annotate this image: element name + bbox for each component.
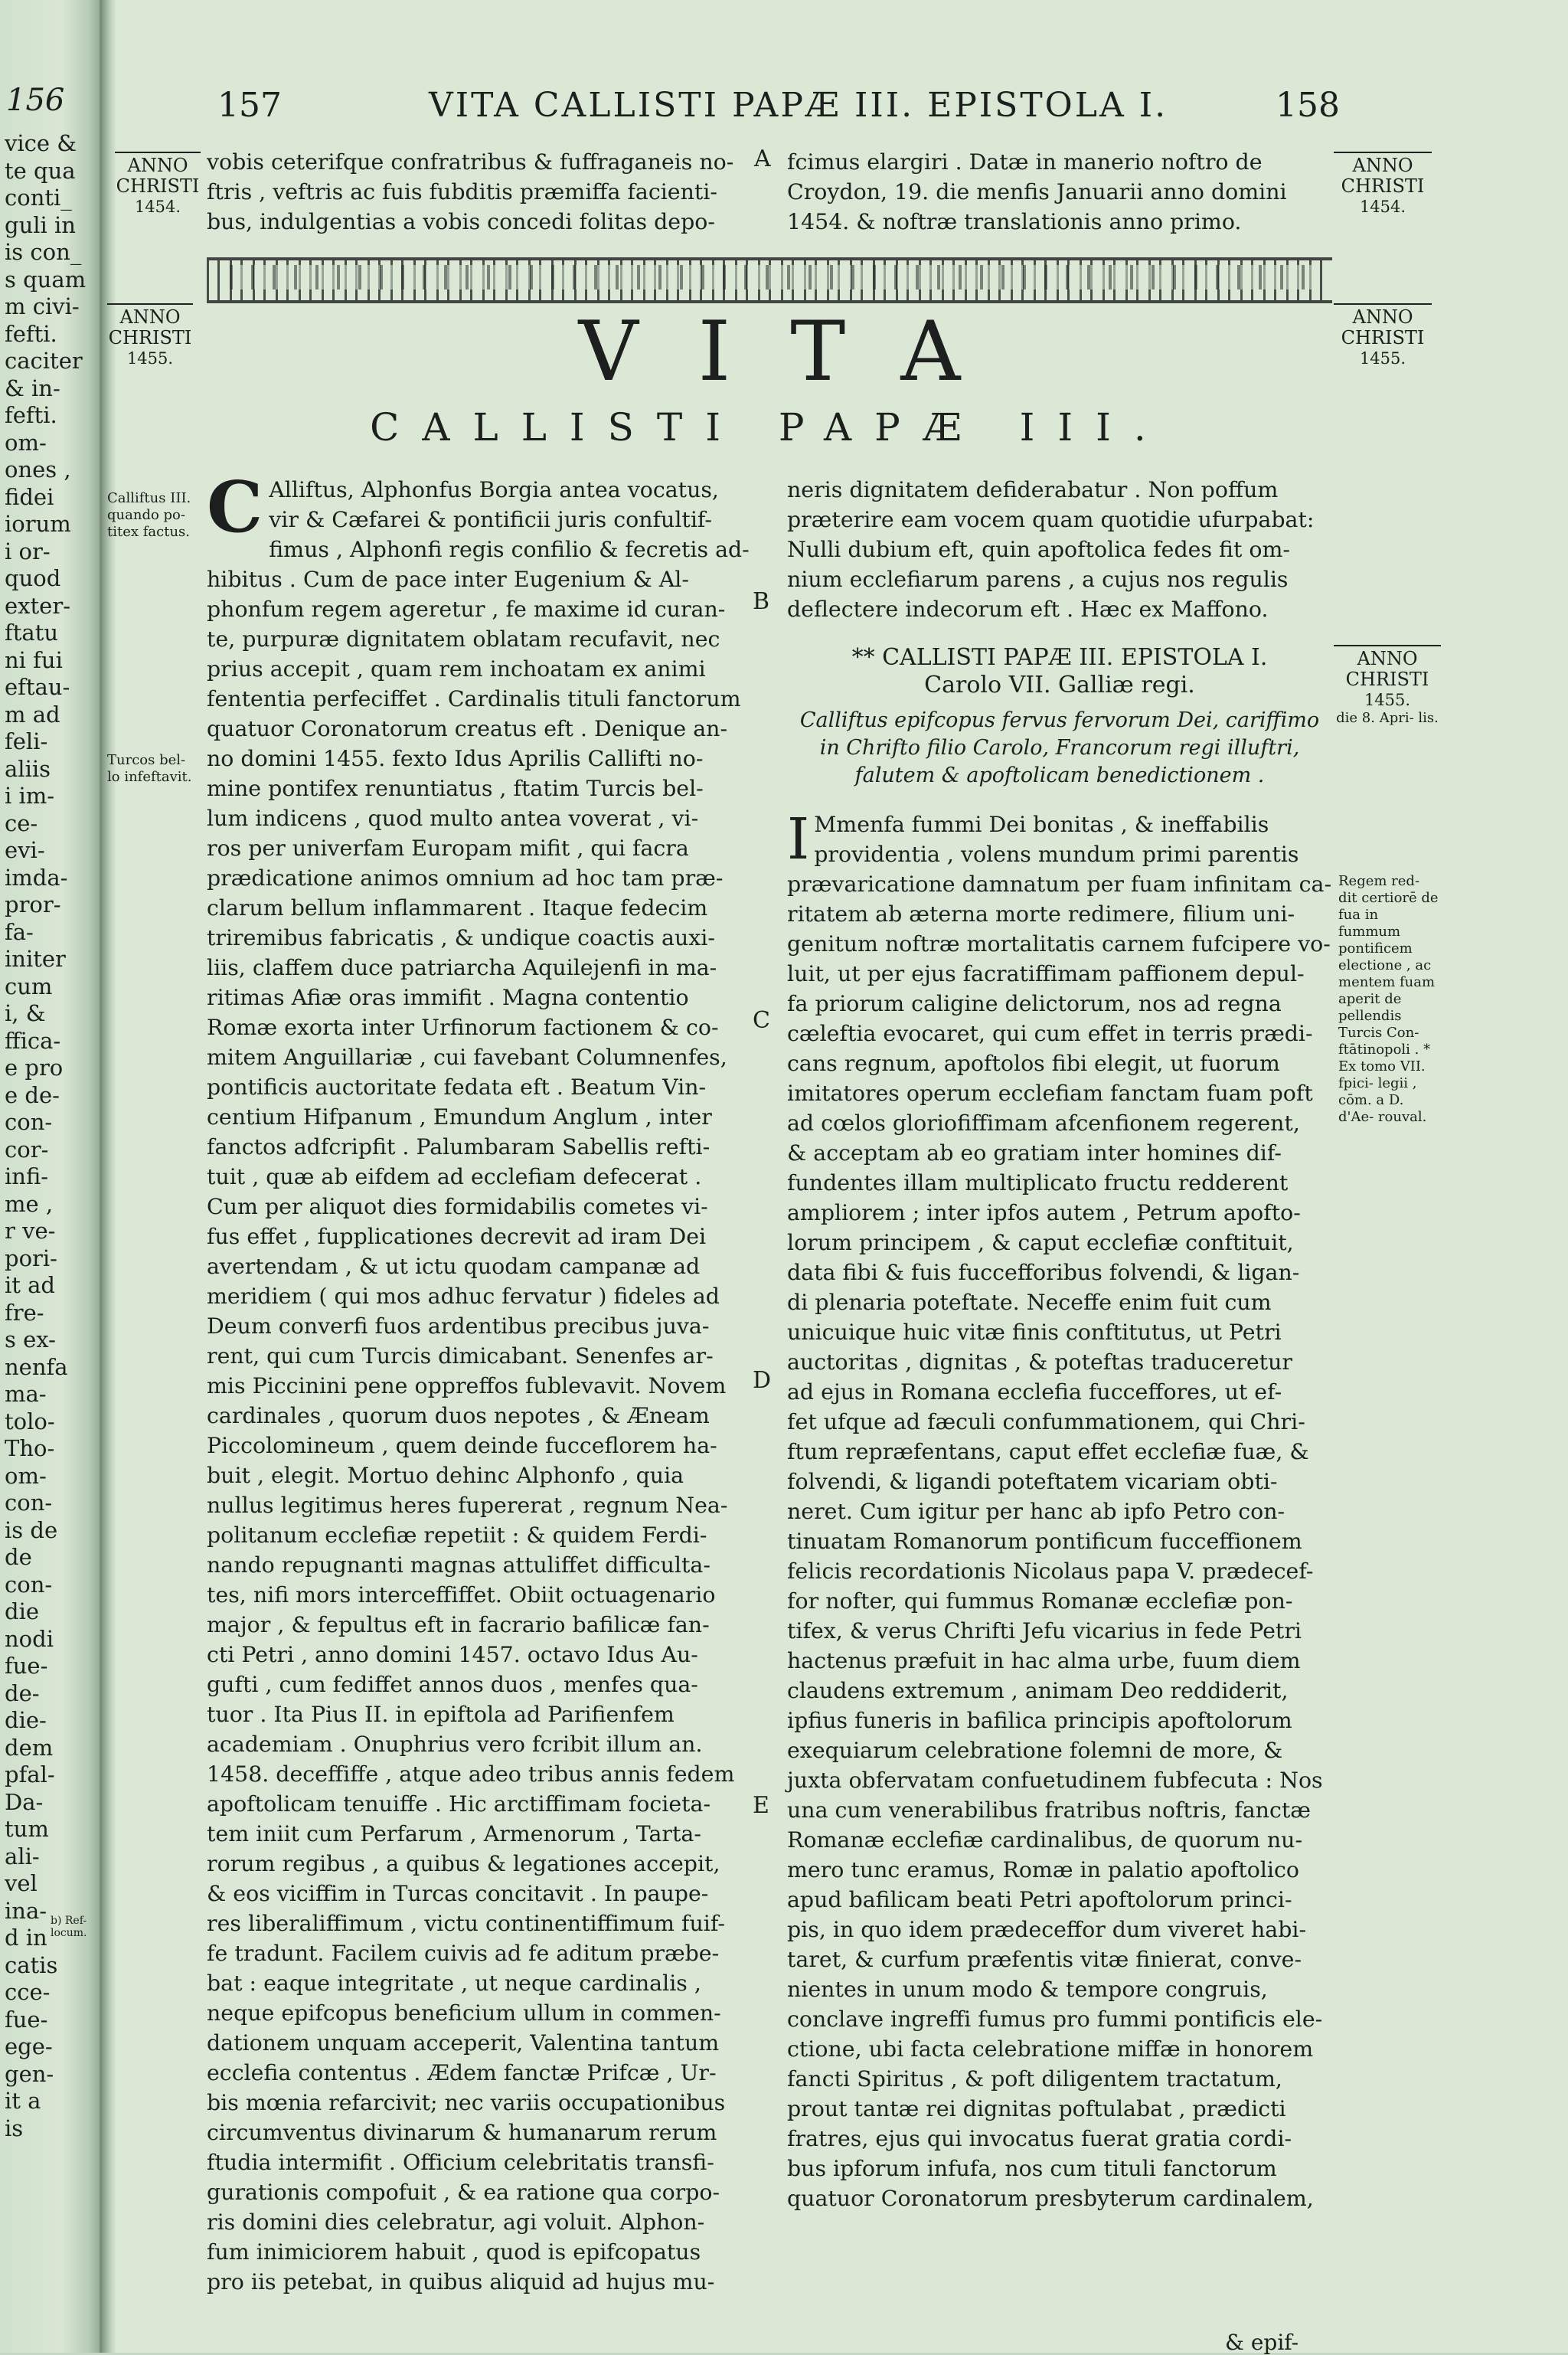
page-number-right: 158 [1276,86,1340,125]
margin-note-regem: Regem red- dit certiorē de fua in fummum pontificem electione , ac mentem fuam aperit de pellendis Turcis Con- ftātinopoli . * Ex tomo VII. fpici- legii , cōm. a D. d'Ae- rouval. [1338,873,1439,1125]
previous-page-line: s ex- [5,1326,56,1352]
catchword: & epif- [1225,2330,1299,2355]
text-line: data fibi & fuis fuccefforibus folvendi, & ligan- [787,1260,1300,1285]
previous-page-line: ni fui [5,646,63,673]
previous-page-line: om- [5,1462,47,1489]
text-line: cans regnum, apoftolos fibi elegit, ut fuorum [787,1051,1280,1076]
christi-label: CHRISTI [116,175,200,197]
text-line: apud bafilicam beati Petri apoftolorum princi- [787,1887,1292,1912]
previous-page-line: cce- [5,1979,51,2005]
text-line: fus effet , fupplicationes decrevit ad iram Dei [207,1224,707,1249]
text-line: felicis recordationis Nicolaus papa V. prædecef- [787,1559,1314,1584]
text-line: fe tradunt. Facilem cuivis ad fe aditum præbe- [207,1941,720,1966]
text-line: quatuor Coronatorum creatus eft . Denique an- [207,716,728,741]
text-line: phonfum regem ageretur , fe maxime id curan- [207,597,726,622]
previous-page-line: fefti. [5,402,57,428]
text-line: tuit , quæ ab eifdem ad ecclefiam defecerat . [207,1164,702,1189]
text-line: prævaricatione damnatum per fuam infinitam ca- [787,872,1332,897]
text-line: major , & fepultus eft in facrario bafilicæ fan- [207,1612,710,1637]
previous-page-line: ina- [5,1897,47,1924]
text-line: quatuor Coronatorum presbyterum cardinalem, [787,2186,1314,2211]
text-line: pro iis petebat, in quibus aliquid ad hujus mu- [207,2269,715,2294]
text-line: ad ejus in Romana ecclefia fucceffores, ut ef- [787,1379,1282,1405]
text-line: tes, nifi mors interceffiffet. Obiit octuagenario [207,1582,716,1608]
previous-page-line: fefti. [5,320,57,347]
page-number-left: 157 [217,86,282,125]
section-letter-d: D [753,1367,772,1394]
epistle-date-note: die 8. Apri- lis. [1336,710,1439,726]
text-line: ftudia intermifit . Officium celebritatis transfi- [207,2150,714,2175]
anno-label: ANNO [127,155,188,176]
text-line: lorum principem , & caput ecclefiæ conftituit, [787,1230,1294,1255]
section-letter-e: E [753,1792,769,1819]
text-line: fententia perfeciffet . Cardinalis tituli fanctorum [207,686,741,711]
epistle-text-lines [787,806,1332,2213]
previous-page-line: fidei [5,483,54,510]
previous-page-line: ege- [5,2033,53,2059]
text-line: Romanæ ecclefiæ cardinalibus, de quorum nu- [787,1827,1303,1853]
previous-page-line: infi- [5,1163,49,1189]
anno-year: 1454. [1359,198,1406,216]
text-line: rent, qui cum Turcis dimicabant. Senenfes ar- [207,1343,714,1369]
previous-page-line: die [5,1598,40,1624]
anno-label: ANNO [1357,648,1418,669]
text-line: nientes in unum modo & tempore congruis, [787,1977,1268,2002]
text-line: fanctos adfcripfit . Palumbaram Sabellis refti- [207,1134,710,1160]
text-line: tuor . Ita Pius II. in epiftola ad Parifienfem [207,1702,675,1727]
text-line: prius accepit , quam rem inchoatam ex animi [207,656,706,682]
christi-label: CHRISTI [1345,669,1429,690]
previous-page-line: eftau- [5,674,70,700]
previous-page-line: Tho- [5,1435,55,1461]
previous-page-line: iorum [5,511,71,537]
text-line: bat : eaque integritate , ut neque cardinalis , [207,1971,701,1996]
previous-page-line: evi- [5,837,45,863]
previous-page-number: 156 [6,83,65,118]
text-line: fimus , Alphonfi regis confilio & fecretis ad- [269,537,750,562]
text-line: ad cœlos gloriofiffimam afcenfionem regerent, [787,1110,1300,1136]
previous-page-line: i or- [5,538,51,564]
text-line: vir & Cæfarei & pontificii juris confultif- [269,507,712,532]
previous-page-line: imda- [5,864,68,891]
previous-page-line: vel [5,1870,38,1896]
text-line: prout tantæ rei dignitas poftulabat , prædicti [787,2096,1286,2121]
previous-page-line: pror- [5,891,61,917]
previous-page-line: Da- [5,1788,44,1815]
anno-label: ANNO [1352,306,1413,328]
previous-page-line: de [5,1544,32,1570]
text-line: fancti Spiritus , & poft diligentem tractatum, [787,2066,1282,2092]
section-letter-b: B [753,588,770,615]
margin-note-bj: b) Ref- locum. [51,1915,87,1939]
text-line: deflectere indecorum eft . Hæc ex Maffono. [787,597,1269,622]
text-line: pis, in quo idem prædeceffor dum viveret habi- [787,1917,1307,1942]
text-line: nium ecclefiarum parens , a cujus nos regulis [787,567,1289,592]
previous-page-line: quod [5,565,61,591]
text-line: mero tunc eramus, Romæ in palatio apoftolico [787,1857,1299,1882]
text-line: ritimas Afiæ oras immifit . Magna contentio [207,985,689,1010]
text-line: hactenus præfuit in hac alma urbe, fuum diem [787,1648,1301,1673]
text-line: circumventus divinarum & humanarum rerum [207,2120,717,2145]
text-line: Deum converfi fuos ardentibus precibus juva- [207,1313,710,1339]
epistle-heading [787,644,1332,699]
text-line: prædicatione animos omnium ad hoc tam præ- [207,865,724,891]
text-line: conclave ingreffi fumus pro fummi pontificis ele- [787,2007,1323,2032]
text-line: claudens extremum , animam Deo reddiderit, [787,1678,1289,1703]
previous-page-line: fue- [5,2006,48,2033]
text-line: neque epifcopus beneficium ullum in commen- [207,2000,721,2026]
previous-page-line: cor- [5,1136,49,1163]
anno-christi-box [115,152,201,218]
text-line: taret, & curfum præfentis vitæ finierat, conve- [787,1947,1302,1972]
text-line: bus ipforum infufa, nos cum tituli fanctorum [787,2156,1277,2181]
text-line: ipfius funeris in bafilica principis apoftolorum [787,1708,1292,1733]
text-line: providentia , volens mundum primi parentis [814,842,1299,867]
anno-label: ANNO [119,306,181,328]
previous-page-line: it a [5,2088,41,2114]
text-line: una cum venerabilibus fratribus noftris, fanctæ [787,1797,1311,1823]
anno-year: 1454. [134,198,181,216]
previous-page-line: feli- [5,728,48,754]
text-line: di plenaria poteftate. Neceffe enim fuit cum [787,1290,1272,1315]
previous-page-line: e de- [5,1081,60,1108]
text-line: neris dignitatem defiderabatur . Non poffum [787,477,1279,502]
carryover-text-right [787,147,1332,237]
previous-page-line: ftatu [5,620,59,646]
previous-page-line: die- [5,1707,47,1733]
anno-christi-box [107,303,193,369]
text-line: mine pontifex renuntiatus , ftatim Turcis bel- [207,776,704,801]
text-line: tinuatam Romanorum pontificum fucceffionem [787,1529,1302,1554]
previous-page-line: con- [5,1109,53,1135]
text-line: fcimus elargiri . Datæ in manerio noftro de [787,149,1263,175]
previous-page-line: tum [5,1816,49,1842]
text-line: bus, indulgentias a vobis concedi folitas depo- [207,209,715,234]
text-line: rorum regibus , a quibus & legationes accepit, [207,1851,720,1876]
previous-page-line: tolo- [5,1408,55,1434]
previous-page-line: initer [5,946,66,972]
vita-text-column [207,466,750,2297]
text-line: Romæ exorta inter Urfinorum factionem & co- [207,1015,719,1040]
text-line: liis, claffem duce patriarcha Aquilejenfi in ma- [207,955,717,980]
text-line: juxta obfervatam confuetudinem fubfecuta : Nos [787,1768,1323,1793]
previous-page-line: guli in [5,211,76,238]
text-line: genitum noftræ mortalitatis carnem fufcipere vo- [787,931,1331,957]
text-line: clarum bellum inflammarent . Itaque fedecim [207,895,708,921]
text-line: auctoritas , dignitas , & poteftas traduceretur [787,1349,1292,1375]
previous-page-line: gen- [5,2060,54,2087]
text-line: & eos viciffim in Turcas concitavit . In paupe- [207,1881,709,1906]
previous-page-line: conti_ [5,185,72,211]
previous-page-line: om- [5,429,47,456]
previous-page-line: pfal- [5,1761,55,1788]
text-line: folvendi, & ligandi poteftatem vicariam obti- [787,1469,1278,1494]
text-line: cæleftia evocaret, qui cum effet in terris prædi- [787,1021,1313,1046]
previous-page-line: pori- [5,1245,57,1271]
christi-label: CHRISTI [1341,175,1425,197]
previous-page-line: m civi- [5,293,80,319]
previous-page-line: me , [5,1190,54,1217]
ornament-pattern [222,265,1317,289]
text-line: præterire eam vocem quam quotidie ufurpabat: [787,507,1315,532]
text-line: ecclefia contentus . Ædem fanctæ Prifcæ , Ur- [207,2060,717,2085]
running-title: VITA CALLISTI PAPÆ III. EPISTOLA I. [429,86,1168,125]
epistle-text-column [787,475,1332,2213]
text-line: Nulli dubium eft, quin apoftolica fedes fit om- [787,537,1291,562]
text-line: gurationis compofuit , & ea ratione qua corpo- [207,2180,720,2205]
previous-page-line: ma- [5,1381,47,1407]
text-line: ampliorem ; inter ipfos autem , Petrum apofto- [787,1200,1301,1225]
previous-page-line: ali- [5,1843,40,1869]
text-line: politanum ecclefiæ repetiit : & quidem Ferdi- [207,1523,707,1548]
previous-page-line: e pro [5,1055,64,1081]
text-line: te, purpuræ dignitatem oblatam recufavit, nec [207,626,720,652]
previous-page-line: nodi [5,1625,54,1652]
previous-page-line: aliis [5,755,51,782]
text-line: ftris , veftris ac fuis fubditis præmiffa facienti- [207,179,717,204]
previous-page-line: r ve- [5,1218,56,1244]
running-head [214,86,1340,132]
anno-christi-box [1334,303,1432,369]
text-line: fratres, ejus qui invocatus fuerat gratia cordi- [787,2126,1292,2151]
text-line: tem iniit cum Perfarum , Armenorum , Tarta- [207,1821,701,1846]
previous-page-line: te qua [5,157,76,184]
previous-page-line: catis [5,1951,58,1978]
text-line: Cum per aliquot dies formidabilis cometes vi- [207,1194,708,1219]
epistle-salutation: Calliftus epifcopus fervus fervorum Dei, cariffimo in Chrifto filio Carolo, Francorum regi illuftri, falutem & apoftolicam benedictionem . [799,708,1320,787]
text-line: mis Piccinini pene oppreffos fublevavit. Novem [207,1373,727,1398]
text-line: dationem unquam acceperit, Valentina tantum [207,2030,720,2056]
text-line: fundentes illam multiplicato fructu redderent [787,1170,1289,1195]
margin-note-callistus: Calliftus III. quando po- titex factus. [107,490,191,540]
previous-page-line: is con_ [5,239,82,265]
text-line: centium Hifpanum , Emundum Anglum , inter [207,1104,712,1130]
epistle-title: ** CALLISTI PAPÆ III. EPISTOLA I. [851,644,1268,671]
text-line: triremibus fabricatis , & undique coactis auxi- [207,925,715,950]
anno-year: 1455. [126,349,174,368]
text-line: ros per univerfam Europam mifit , qui facra [207,836,689,861]
previous-page-line: is de [5,1516,58,1543]
text-line: vobis ceterifque confratribus & fuffraganeis no- [207,149,734,175]
text-line: & acceptam ab eo gratiam inter homines dif- [787,1140,1282,1166]
text-line: imitatores operum ecclefiam fanctam fuam poft [787,1081,1313,1106]
text-line: pontificis auctoritate fedata eft . Beatum Vin- [207,1074,707,1100]
text-line: gufti , cum fediffet annos duos , menfes qua- [207,1672,698,1697]
text-line: tifex, & verus Chrifti Jefu vicarius in fede Petri [787,1618,1302,1644]
anno-year: 1455. [1359,349,1406,368]
previous-page-line: fre- [5,1299,44,1326]
drop-cap: I [787,806,810,872]
previous-page-line: de- [5,1680,40,1706]
vita-text-continuation [787,475,1332,624]
anno-christi-box [1334,645,1441,726]
text-line: for nofter, qui fummus Romanæ ecclefiæ pon- [787,1588,1293,1614]
previous-page-line: dem [5,1734,54,1761]
text-line: apoftolicam tenuiffe . Hic arctiffimam focieta- [207,1791,711,1817]
text-line: cardinales , quorum duos nepotes , & Æneam [207,1403,710,1428]
text-line: ris domini dies celebratur, agi voluit. Alphon- [207,2209,705,2235]
text-line: no domini 1455. fexto Idus Aprilis Callifti no- [207,746,704,771]
text-line: buit , elegit. Mortuo dehinc Alphonfo , quia [207,1463,684,1488]
previous-page-line: exter- [5,592,70,619]
text-line: 1458. deceffiffe , atque adeo tribus annis fedem [207,1761,735,1787]
previous-page-line: ce- [5,810,38,836]
text-line: luit, ut per ejus facratiffimam paffionem depul- [787,961,1305,986]
text-line: cti Petri , anno domini 1457. octavo Idus Au- [207,1642,698,1667]
previous-page-line: m ad [5,701,60,728]
text-line: nullus legitimus heres fupererat , regnum Nea- [207,1493,728,1518]
page-subtitle: CALLISTI PAPÆ III. [370,405,1169,450]
previous-page-line: i, & [5,1000,46,1026]
previous-page-line: ffica- [5,1027,61,1054]
drop-cap: C [207,466,263,548]
text-line: 1454. & noftræ translationis anno primo. [787,209,1242,234]
section-letter-c: C [753,1007,770,1034]
epistle-addressee: Carolo VII. Galliæ regi. [924,672,1195,698]
text-line: neret. Cum igitur per hanc ab ipfo Petro con- [787,1499,1285,1524]
previous-page-line: & in- [5,375,60,401]
text-line: ftum repræfentans, caput effet ecclefiæ fuæ, & [787,1439,1309,1464]
text-line: Croydon, 19. die menfis Januarii anno domini [787,179,1287,204]
anno-label: ANNO [1352,155,1413,176]
carryover-text-left [207,147,750,237]
vita-text-lines [207,466,750,2297]
previous-page-line: con- [5,1490,53,1516]
previous-page-text [5,130,90,2142]
text-line: avertendam , & ut ictu quodam campanæ ad [207,1254,701,1279]
previous-page-line: fa- [5,918,34,945]
previous-page-line: caciter [5,348,83,374]
previous-page-line: nenfa [5,1353,68,1380]
previous-page-line: it ad [5,1272,56,1298]
text-line: hibitus . Cum de pace inter Eugenium & Al- [207,567,689,592]
text-line: mitem Anguillariæ , cui favebant Columnenfes, [207,1045,727,1070]
previous-page-line: ones , [5,456,71,482]
text-line: meridiem ( qui mos adhuc fervatur ) fideles ad [207,1284,720,1309]
text-line: lum indicens , quod multo antea voverat , vi- [207,806,699,831]
text-line: exequiarum celebratione folemni de more, & [787,1738,1283,1763]
previous-page-line: s quam [5,266,87,293]
text-line: ctione, ubi facta celebratione miffæ in honorem [787,2036,1314,2062]
previous-page-line: fue- [5,1653,48,1679]
anno-christi-box [1334,152,1432,218]
text-line: nando repugnanti magnas attuliffet difficulta- [207,1552,710,1578]
previous-page-line: d in [5,1925,47,1951]
section-letter-a: A [754,146,771,172]
text-line: res liberaliffimum , victu continentiffimum fuif- [207,1911,725,1936]
text-line: Piccolomineum , quem deinde fucceflorem ha- [207,1433,717,1458]
previous-page-line: con- [5,1571,53,1598]
previous-page-line: is [5,2115,24,2141]
text-line: fa priorum caligine delictorum, nos ad regna [787,991,1282,1016]
text-line: ritatem ab æterna morte redimere, filium uni- [787,901,1295,927]
text-line: unicuique huic vitæ finis conftitutus, ut Petri [787,1320,1282,1345]
anno-year: 1455. [1364,691,1411,709]
text-line: Alliftus, Alphonfus Borgia antea vocatus, [269,477,719,502]
christi-label: CHRISTI [1341,327,1425,348]
christi-label: CHRISTI [108,327,192,348]
text-line: academiam . Onuphrius vero fcribit illum an. [207,1732,703,1757]
previous-page-line: cum [5,973,53,999]
previous-page-line: i im- [5,783,55,809]
text-line: fum inimiciorem habuit , quod is epifcopatus [207,2239,701,2265]
text-line: Mmenfa fummi Dei bonitas , & ineffabilis [814,812,1269,837]
margin-note-turcos: Turcos bel- lo infeftavit. [107,752,192,785]
previous-page-line: vice & [5,130,77,156]
text-line: bis mœnia refarcivit; nec variis occupationibus [207,2090,726,2115]
text-line: fet ufque ad fæculi confummationem, qui Chri- [787,1409,1305,1434]
page-title: VITA [578,304,1021,400]
